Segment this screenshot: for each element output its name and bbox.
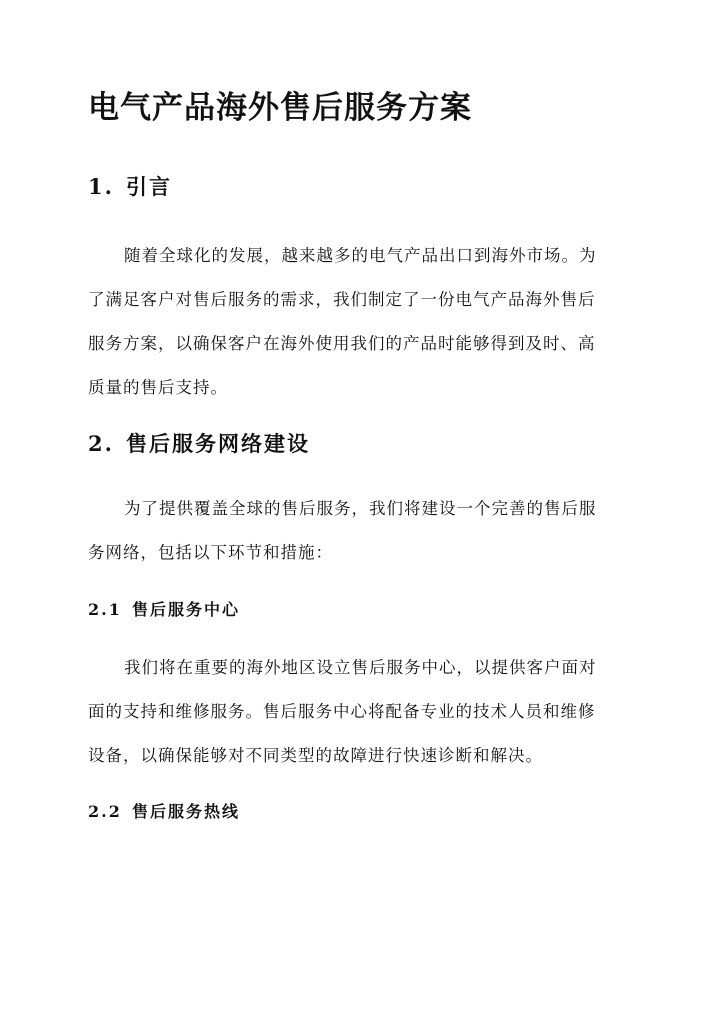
introduction-paragraph [88,234,633,410]
section-number: 1. [88,174,114,199]
section-heading-service-network [88,429,310,459]
section-title: 引言 [126,174,172,199]
subsection-heading-service-hotline [88,800,240,824]
paragraph-line: 为了提供覆盖全球的售后服务，我们将建设一个完善的售后服 [124,499,597,518]
paragraph-line: 我们将在重要的海外地区设立售后服务中心，以提供客户面对 [124,658,597,677]
paragraph-line: 了满足客户对售后服务的需求，我们制定了一份电气产品海外售后 [88,290,596,309]
subsection-number: 2.1 [88,600,122,619]
subsection-title: 售后服务热线 [132,802,241,821]
paragraph-line: 设备，以确保能够对不同类型的故障进行快速诊断和解决。 [88,746,543,765]
section-number: 2. [88,431,114,456]
paragraph-line: 务网络，包括以下环节和措施： [88,543,333,562]
subsection-heading-service-center [88,598,240,622]
section-heading-introduction [88,172,172,202]
paragraph-line: 随着全球化的发展，越来越多的电气产品出口到海外市场。为 [124,246,597,265]
subsection-title: 售后服务中心 [132,600,241,619]
paragraph-line: 面的支持和维修服务。售后服务中心将配备专业的技术人员和维修 [88,702,596,721]
paragraph-line: 质量的售后支持。 [88,378,228,397]
document-title: 电气产品海外售后服务方案 [88,90,472,126]
service-center-paragraph [88,646,633,778]
section-title: 售后服务网络建设 [126,431,310,456]
paragraph-line: 服务方案，以确保客户在海外使用我们的产品时能够得到及时、高 [88,334,596,353]
service-network-paragraph [88,487,633,575]
subsection-number: 2.2 [88,802,122,821]
